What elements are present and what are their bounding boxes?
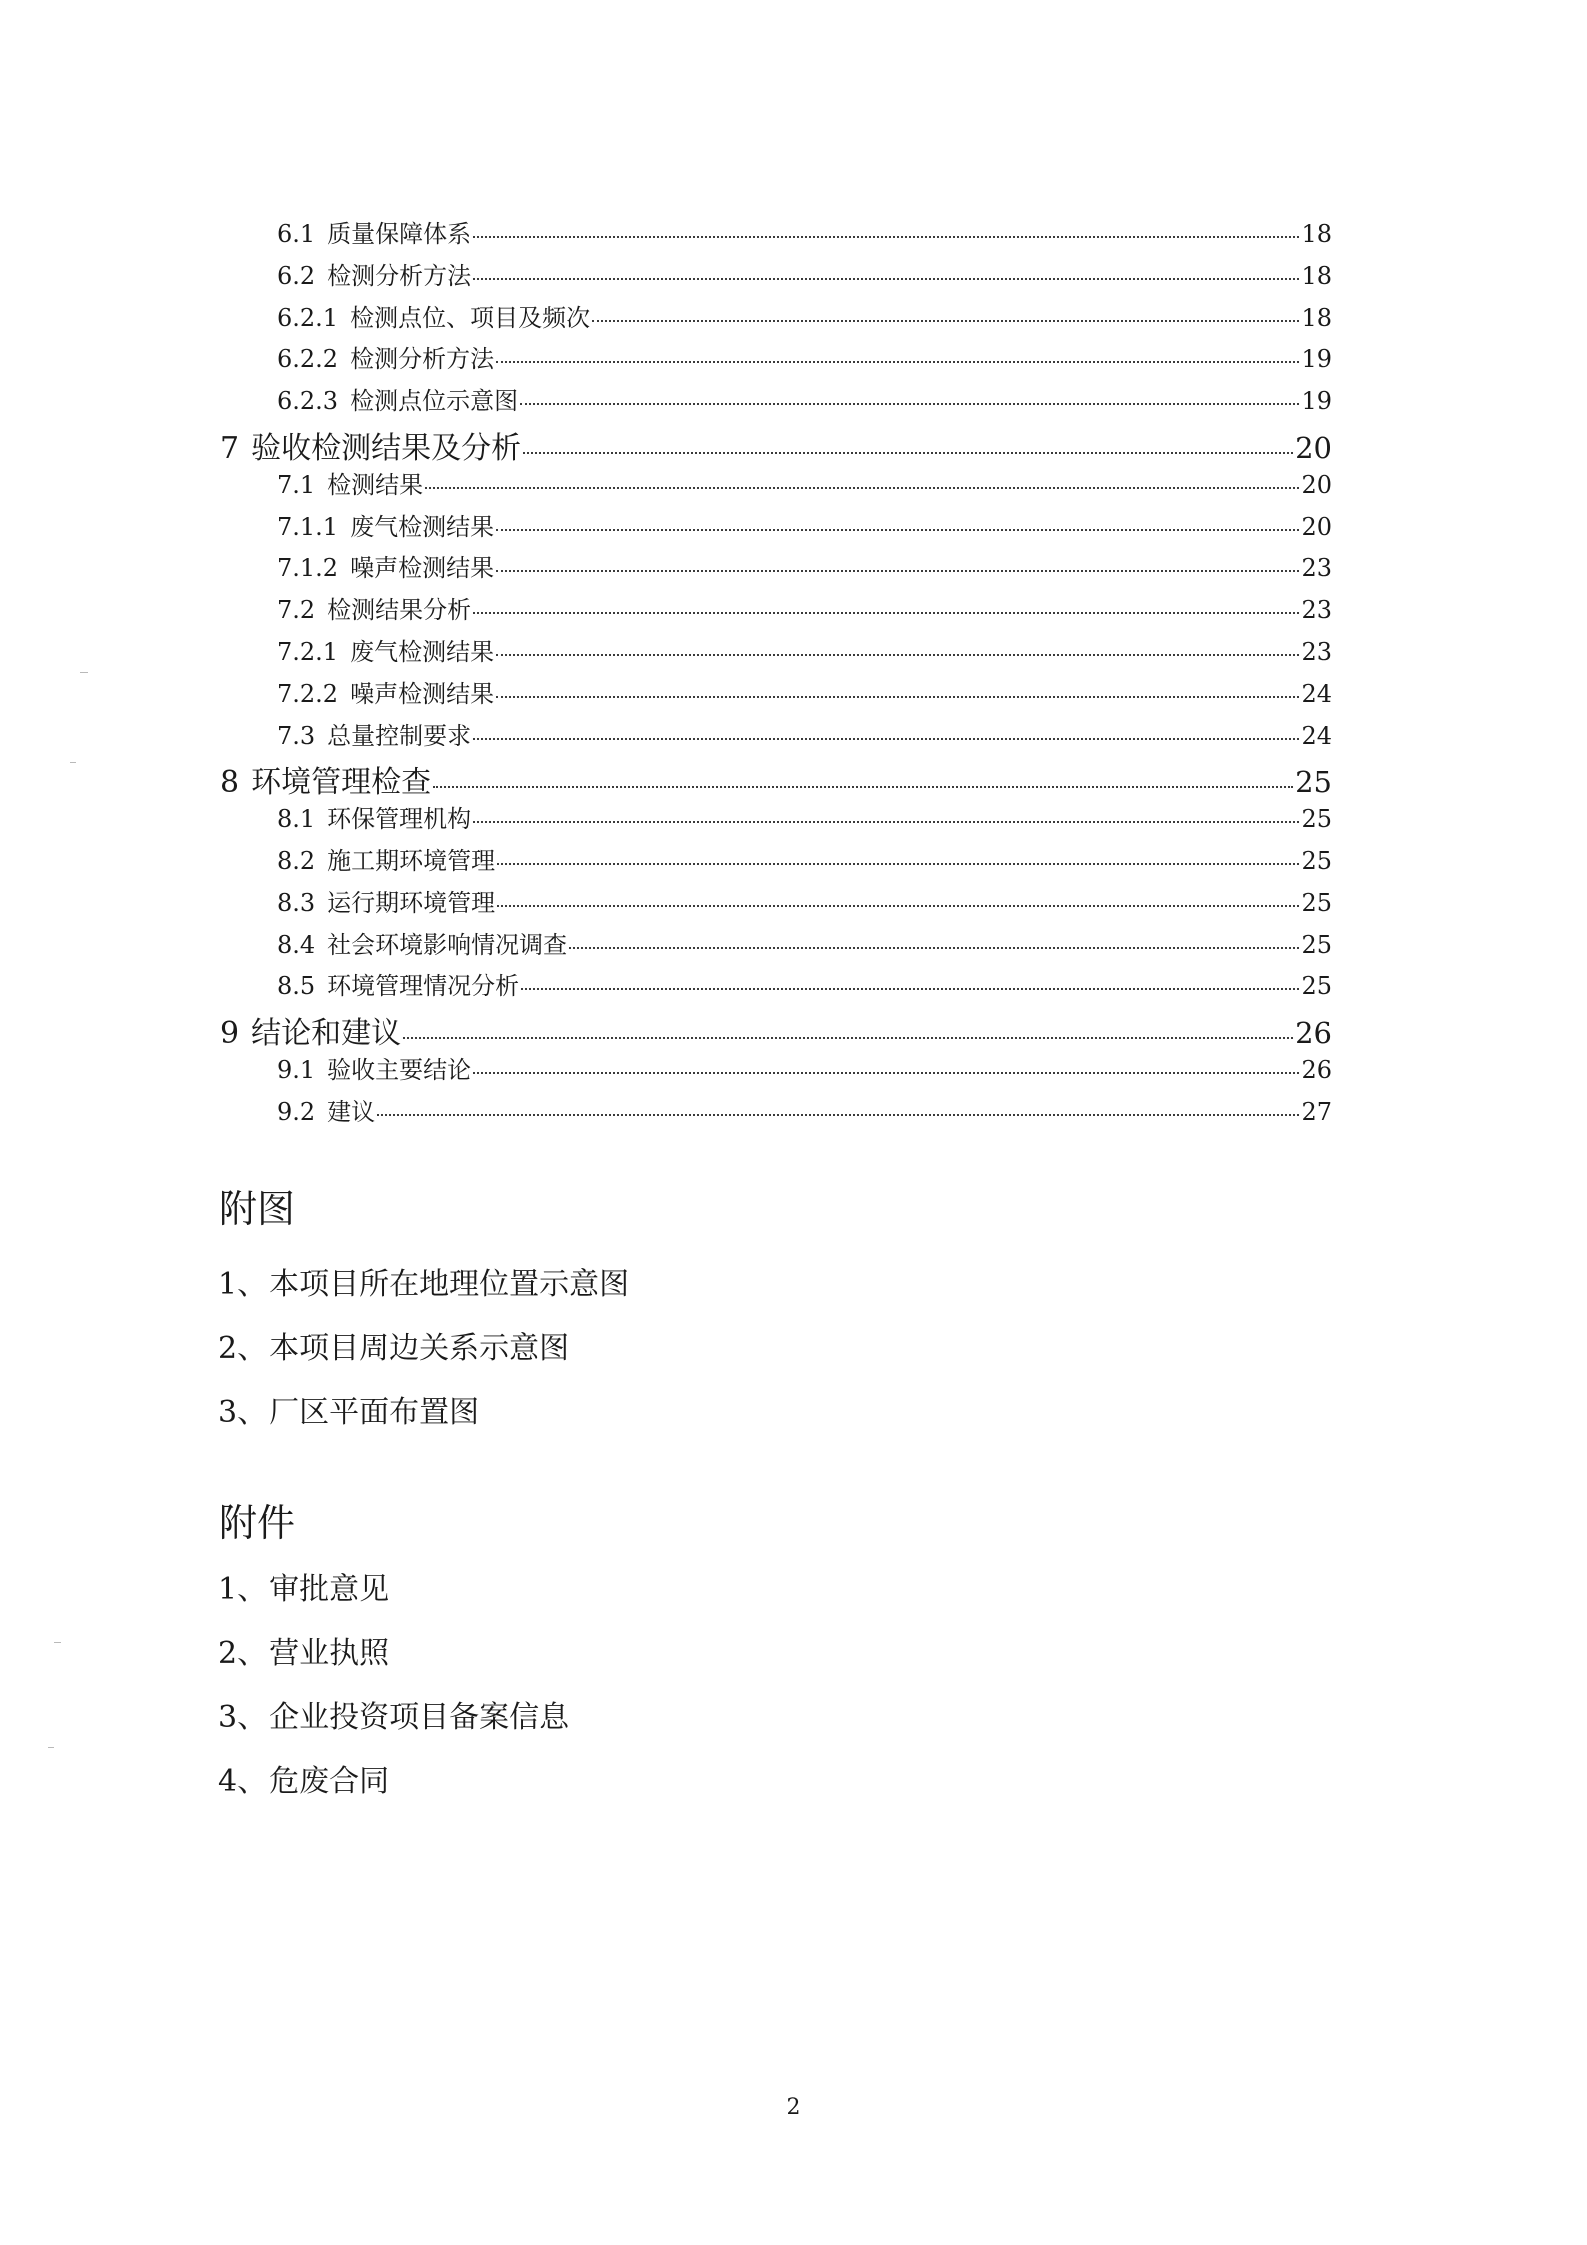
figure-item-text: 本项目周边关系示意图: [269, 1331, 570, 1366]
toc-entry-number: 7.2.1: [277, 637, 339, 666]
toc-entry-page: 18: [1301, 220, 1332, 248]
toc-leader-dots: [473, 236, 1299, 238]
toc-entry[interactable]: [220, 1092, 1332, 1134]
figure-item: [218, 1253, 629, 1317]
figure-item-text: 厂区平面布置图: [269, 1395, 480, 1430]
toc-entry[interactable]: [220, 1050, 1332, 1092]
attachments-list: [218, 1558, 569, 1814]
toc-entry-number: 6.1: [277, 220, 316, 248]
attachment-item-index: 2、: [218, 1636, 268, 1671]
toc-entry-page: 20: [1301, 512, 1332, 541]
toc-entry-title: 环保管理机构: [327, 805, 472, 834]
toc-entry-number: 6.2.1: [277, 303, 339, 332]
attachment-item-index: 4、: [218, 1764, 268, 1799]
toc-leader-dots: [496, 654, 1299, 656]
toc-entry-page: 20: [1295, 430, 1332, 465]
toc-entry-title: 结论和建议: [251, 1016, 402, 1052]
toc-entry-title: 检测结果分析: [327, 596, 472, 625]
toc-entry-number: 7.1.2: [277, 554, 339, 583]
toc-entry-number: 7.1.1: [277, 512, 339, 541]
attachment-item-index: 3、: [218, 1700, 268, 1735]
toc-leader-dots: [569, 947, 1299, 949]
toc-entry-number: 8.5: [277, 972, 316, 1001]
toc-entry-number: 6.2: [277, 261, 316, 290]
toc-leader-dots: [433, 786, 1293, 788]
toc-entry[interactable]: [220, 339, 1332, 381]
figure-item-index: 1、: [218, 1267, 268, 1302]
scan-speck: [48, 1747, 54, 1748]
toc-leader-dots: [473, 278, 1299, 280]
toc-entry-page: 24: [1301, 721, 1332, 750]
toc-entry-number: 7: [220, 430, 240, 466]
figure-item: [218, 1317, 629, 1381]
toc-entry-page: 26: [1301, 1055, 1332, 1084]
toc-entry[interactable]: [220, 799, 1332, 841]
toc-entry-title: 噪声检测结果: [350, 554, 495, 583]
toc-entry[interactable]: [220, 1008, 1332, 1050]
toc-entry-title: 检测结果: [327, 470, 424, 499]
figure-item-index: 3、: [218, 1395, 268, 1430]
toc-entry-number: 9.2: [277, 1097, 316, 1126]
attachments-heading: 附件: [219, 1501, 296, 1545]
toc-entry-title: 检测点位、项目及频次: [350, 303, 591, 332]
toc-entry-title: 废气检测结果: [350, 512, 495, 541]
scan-speck: [54, 1642, 61, 1643]
page-number: 2: [786, 2095, 801, 2120]
attachment-item: [218, 1750, 569, 1814]
toc-entry-number: 7.2.2: [277, 679, 339, 708]
toc-entry-page: 20: [1301, 470, 1332, 499]
toc-leader-dots: [521, 988, 1299, 990]
attachment-item: [218, 1558, 569, 1622]
toc-entry[interactable]: [220, 757, 1332, 799]
toc-entry[interactable]: [220, 381, 1332, 423]
figures-heading: 附图: [219, 1187, 296, 1231]
toc-entry-page: 25: [1301, 888, 1332, 917]
figures-list: [218, 1253, 629, 1445]
toc-leader-dots: [497, 905, 1299, 907]
toc-entry-page: 25: [1301, 805, 1332, 834]
toc-entry-title: 验收主要结论: [327, 1055, 472, 1084]
toc-leader-dots: [473, 1072, 1299, 1074]
toc-leader-dots: [496, 529, 1299, 531]
toc-entry-number: 8.1: [277, 805, 316, 834]
toc-entry[interactable]: [220, 298, 1332, 340]
toc-leader-dots: [473, 738, 1299, 740]
toc-entry-title: 总量控制要求: [327, 721, 472, 750]
toc-entry-title: 检测点位示意图: [350, 387, 519, 416]
attachment-item-index: 1、: [218, 1572, 268, 1607]
toc-entry-page: 27: [1301, 1097, 1332, 1126]
toc-leader-dots: [497, 863, 1299, 865]
toc-leader-dots: [403, 1037, 1293, 1039]
toc-entry-page: 23: [1301, 554, 1332, 583]
toc-entry[interactable]: [220, 507, 1332, 549]
toc-entry-page: 25: [1301, 846, 1332, 875]
toc-entry-number: 8: [220, 765, 240, 801]
toc-entry-title: 施工期环境管理: [327, 846, 496, 875]
toc-entry[interactable]: [220, 674, 1332, 716]
toc-entry-title: 检测分析方法: [350, 345, 495, 374]
attachment-item-text: 审批意见: [269, 1572, 390, 1607]
toc-leader-dots: [496, 696, 1299, 698]
toc-entry-number: 6.2.2: [277, 345, 339, 374]
toc-entry[interactable]: [220, 256, 1332, 298]
toc-entry-title: 环境管理检查: [251, 765, 432, 801]
toc-entry[interactable]: [220, 590, 1332, 632]
toc-entry[interactable]: [220, 214, 1332, 256]
toc-entry-title: 建议: [327, 1097, 376, 1126]
attachment-item-text: 危废合同: [269, 1764, 390, 1799]
attachment-item: [218, 1622, 569, 1686]
scan-speck: [80, 672, 88, 673]
toc-entry-page: 19: [1301, 345, 1332, 374]
toc-entry-number: 6.2.3: [277, 387, 339, 416]
toc-entry-page: 23: [1301, 596, 1332, 625]
toc-leader-dots: [520, 403, 1299, 405]
toc-entry-title: 噪声检测结果: [350, 679, 495, 708]
figure-item-index: 2、: [218, 1331, 268, 1366]
attachment-item-text: 营业执照: [269, 1636, 390, 1671]
toc-leader-dots: [473, 612, 1299, 614]
toc-entry-page: 19: [1301, 387, 1332, 416]
toc-entry-page: 23: [1301, 637, 1332, 666]
toc-leader-dots: [496, 570, 1299, 572]
toc-entry-title: 检测分析方法: [327, 261, 472, 290]
toc-leader-dots: [473, 821, 1299, 823]
toc-entry[interactable]: [220, 841, 1332, 883]
toc-entry-number: 8.2: [277, 846, 316, 875]
attachment-item-text: 企业投资项目备案信息: [269, 1700, 570, 1735]
toc-entry-title: 质量保障体系: [327, 220, 472, 248]
toc-entry[interactable]: [220, 465, 1332, 507]
toc-leader-dots: [496, 361, 1299, 363]
toc-entry-page: 25: [1301, 972, 1332, 1001]
toc-entry-page: 26: [1295, 1016, 1332, 1051]
table-of-contents: [220, 214, 1332, 1134]
toc-entry-number: 9: [220, 1016, 240, 1052]
toc-entry-number: 8.4: [277, 930, 316, 959]
toc-entry-number: 9.1: [277, 1055, 316, 1084]
toc-entry[interactable]: [220, 423, 1332, 465]
toc-entry-page: 18: [1301, 261, 1332, 290]
toc-leader-dots: [592, 320, 1299, 322]
toc-entry-title: 运行期环境管理: [327, 888, 496, 917]
toc-entry-title: 社会环境影响情况调查: [327, 930, 568, 959]
figure-item: [218, 1381, 629, 1445]
toc-leader-dots: [377, 1114, 1299, 1116]
toc-entry[interactable]: [220, 966, 1332, 1008]
toc-entry-number: 7.3: [277, 721, 316, 750]
toc-entry-title: 环境管理情况分析: [327, 972, 520, 1001]
toc-entry[interactable]: [220, 716, 1332, 758]
toc-entry[interactable]: [220, 883, 1332, 925]
toc-entry-number: 7.2: [277, 596, 316, 625]
toc-entry[interactable]: [220, 925, 1332, 967]
figure-item-text: 本项目所在地理位置示意图: [269, 1267, 630, 1302]
toc-entry-page: 18: [1301, 303, 1332, 332]
toc-leader-dots: [523, 452, 1293, 454]
toc-entry-title: 废气检测结果: [350, 637, 495, 666]
toc-entry-page: 24: [1301, 679, 1332, 708]
toc-entry[interactable]: [220, 632, 1332, 674]
scan-speck: [70, 762, 76, 763]
toc-entry-number: 7.1: [277, 470, 316, 499]
toc-entry-number: 8.3: [277, 888, 316, 917]
toc-entry[interactable]: [220, 548, 1332, 590]
toc-entry-page: 25: [1301, 930, 1332, 959]
toc-entry-page: 25: [1295, 765, 1332, 800]
toc-entry-title: 验收检测结果及分析: [251, 430, 522, 466]
toc-leader-dots: [425, 487, 1299, 489]
attachment-item: [218, 1686, 569, 1750]
